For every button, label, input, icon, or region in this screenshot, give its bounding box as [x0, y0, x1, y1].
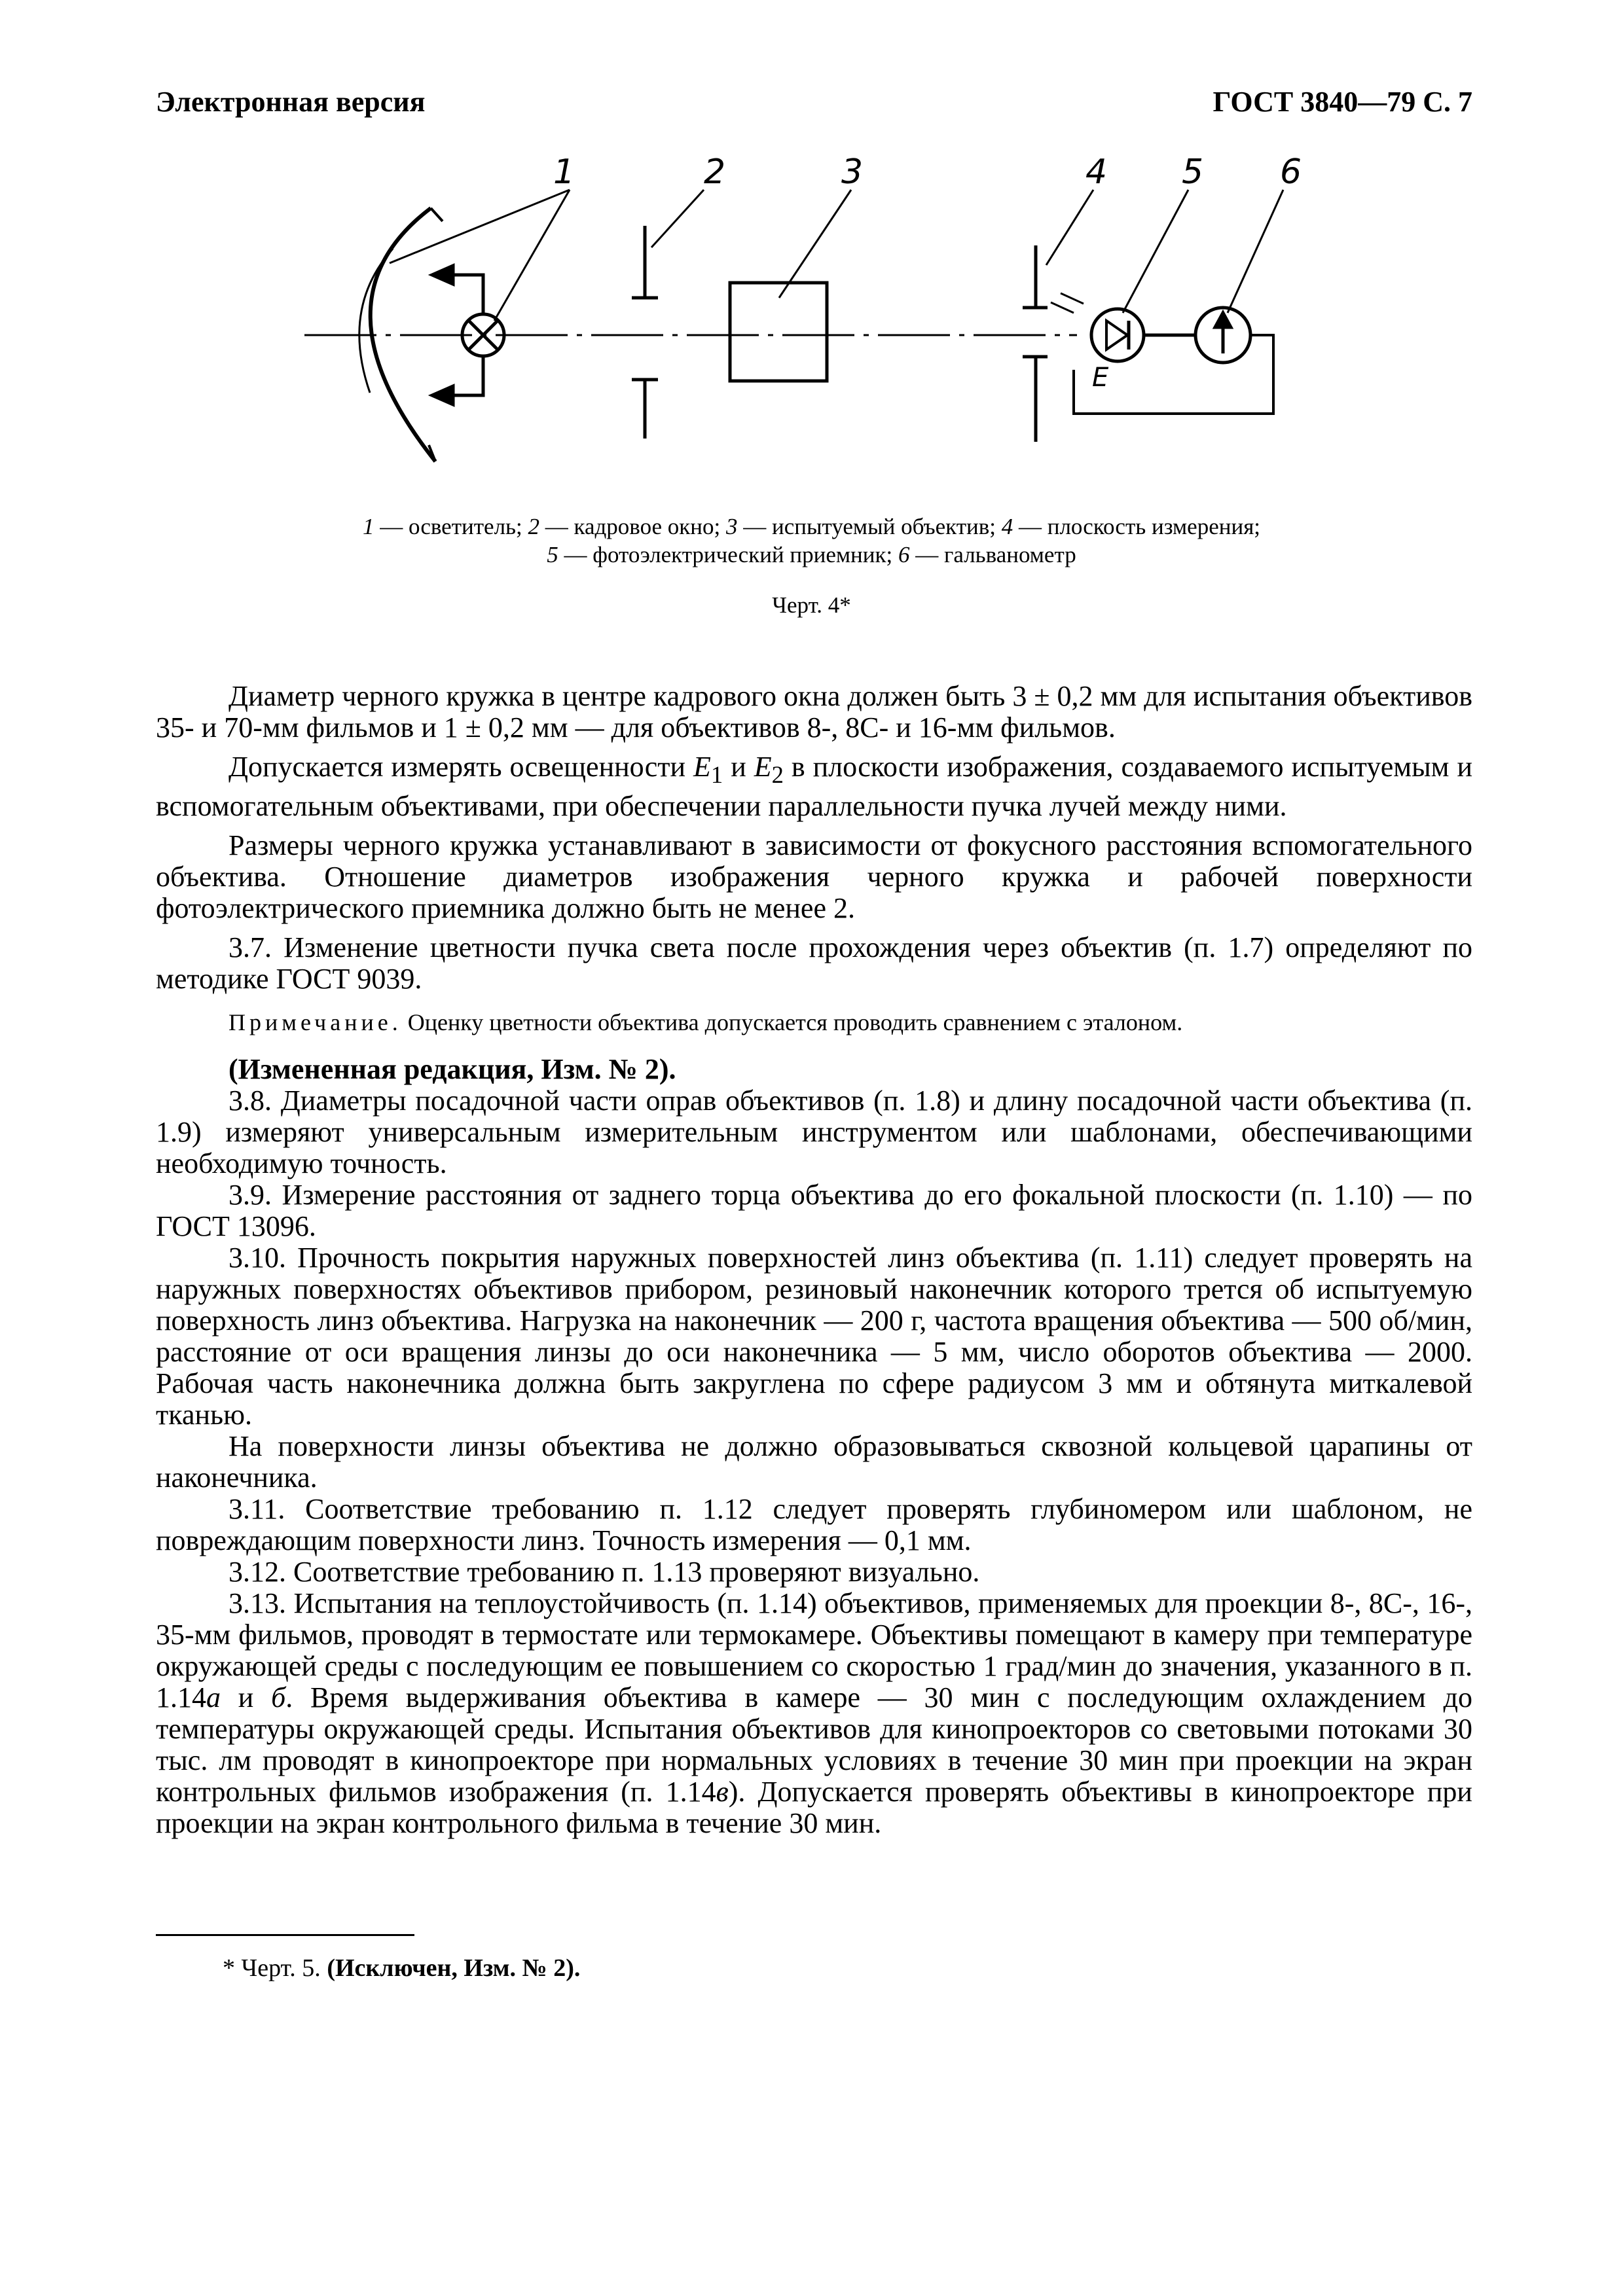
- footnote-separator: [156, 1934, 414, 1936]
- paragraph: 3.7. Изменение цветности пучка света после прохождения через объектив (п. 1.7) определяют по методике ГОСТ 9039.: [156, 931, 1472, 995]
- callout-4: 4: [1085, 152, 1108, 192]
- paragraph: 3.8. Диаметры посадочной части оправ объективов (п. 1.8) и длину посадочной части объектива (п. 1.9) измеряют универсальным измерительным инструментом или шаблонами, обеспечивающими необходимую точность.: [156, 1084, 1472, 1179]
- callout-1: 1: [553, 152, 575, 192]
- figure-title: Черт. 4*: [772, 592, 851, 618]
- optical-scheme-diagram: [301, 147, 1329, 507]
- paragraph: 3.9. Измерение расстояния от заднего торца объектива до его фокальной плоскости (п. 1.10) — по ГОСТ 13096.: [156, 1178, 1472, 1242]
- paragraph: 3.11. Соответствие требованию п. 1.12 следует проверять глубиномером или шаблоном, не повреждающим поверхности линз. Точность измерения — 0,1 мм.: [156, 1492, 1472, 1556]
- paragraph: 3.10. Прочность покрытия наружных поверхностей линз объектива (п. 1.11) следует проверять на наружных поверхностях объективов прибором, резиновый наконечник которого трется об испытуемую поверхность линз объектива. Нагрузка на наконечник — 200 г, частота вращения объектива — 500 об/мин, расстояние от оси вращения линзы до оси наконечника — 5 мм, число оборотов объектива — 2000. Рабочая часть наконечника должна быть закруглена по сфере радиусом 3 мм и обтянута миткалевой тканью.: [156, 1241, 1472, 1431]
- figure-legend-line1: 1 — осветитель; 2 — кадровое окно; 3 — испытуемый объектив; 4 — плоскость измерения;: [362, 514, 1261, 539]
- paragraph: Размеры черного кружка устанавливают в зависимости от фокусного расстояния вспомогательного объектива. Отношение диаметров изображения черного кружка и рабочей поверхности фотоэлектрического приемника должно быть не менее 2.: [156, 829, 1472, 924]
- paragraph: 3.13. Испытания на теплоустойчивость (п. 1.14) объективов, применяемых для проекции 8-, 8С-, 16-, 35-мм фильмов, проводят в термостате или термокамере. Объективы помещают в камеру при температуре окружающей среды с последующим ее повышением со скоростью 1 град/мин до значения, указанного в п. 1.14а и б. Время выдерживания объектива в камере — 30 мин с последующим охлаждением до температуры окружающей среды. Испытания объективов для кинопроекторов со световыми потоками 30 тыс. лм проводят в кинопроекторе при нормальных условиях в течение 30 мин при проекции на экран контрольных фильмов изображения (п. 1.14в). Допускается проверять объективы в кинопроекторе при проекции на экран контрольного фильма в течение 30 мин.: [156, 1587, 1473, 1839]
- callout-3: 3: [841, 152, 864, 192]
- amendment-note: (Измененная редакция, Изм. № 2).: [228, 1052, 676, 1085]
- callout-5: 5: [1182, 152, 1204, 192]
- paragraph: На поверхности линзы объектива не должно образовываться сквозной кольцевой царапины от наконечника.: [156, 1429, 1472, 1494]
- figure-legend-line2: 5 — фотоэлектрический приемник; 6 — гальванометр: [547, 542, 1076, 567]
- photodetector-symbol: [1091, 309, 1144, 361]
- header-left: Электронная версия: [156, 86, 426, 118]
- detector-label: E: [1092, 363, 1109, 393]
- callout-2: 2: [704, 152, 726, 192]
- document-body: [156, 681, 1472, 1839]
- test-lens-box: [730, 283, 827, 381]
- paragraph: Диаметр черного кружка в центре кадрового окна должен быть 3 ± 0,2 мм для испытания объективов 35- и 70-мм фильмов и 1 ± 0,2 мм — для объективов 8-, 8С- и 16-мм фильмов.: [156, 680, 1472, 744]
- paragraph: 3.12. Соответствие требованию п. 1.13 проверяют визуально.: [228, 1555, 980, 1588]
- footnote: * Черт. 5. (Исключен, Изм. № 2).: [223, 1954, 581, 1982]
- callout-6: 6: [1280, 152, 1302, 192]
- paragraph: Допускается измерять освещенности $E_1$ и $E_2$ в плоскости изображения, создаваемого испытуемым и вспомогательным объективами, при обеспечении параллельности пучка лучей между ними.: [156, 751, 1472, 822]
- note: Примечание. Оценку цветности объектива допускается проводить сравнением с эталоном.: [228, 1009, 1183, 1035]
- header-right: ГОСТ 3840—79 С. 7: [1213, 86, 1472, 118]
